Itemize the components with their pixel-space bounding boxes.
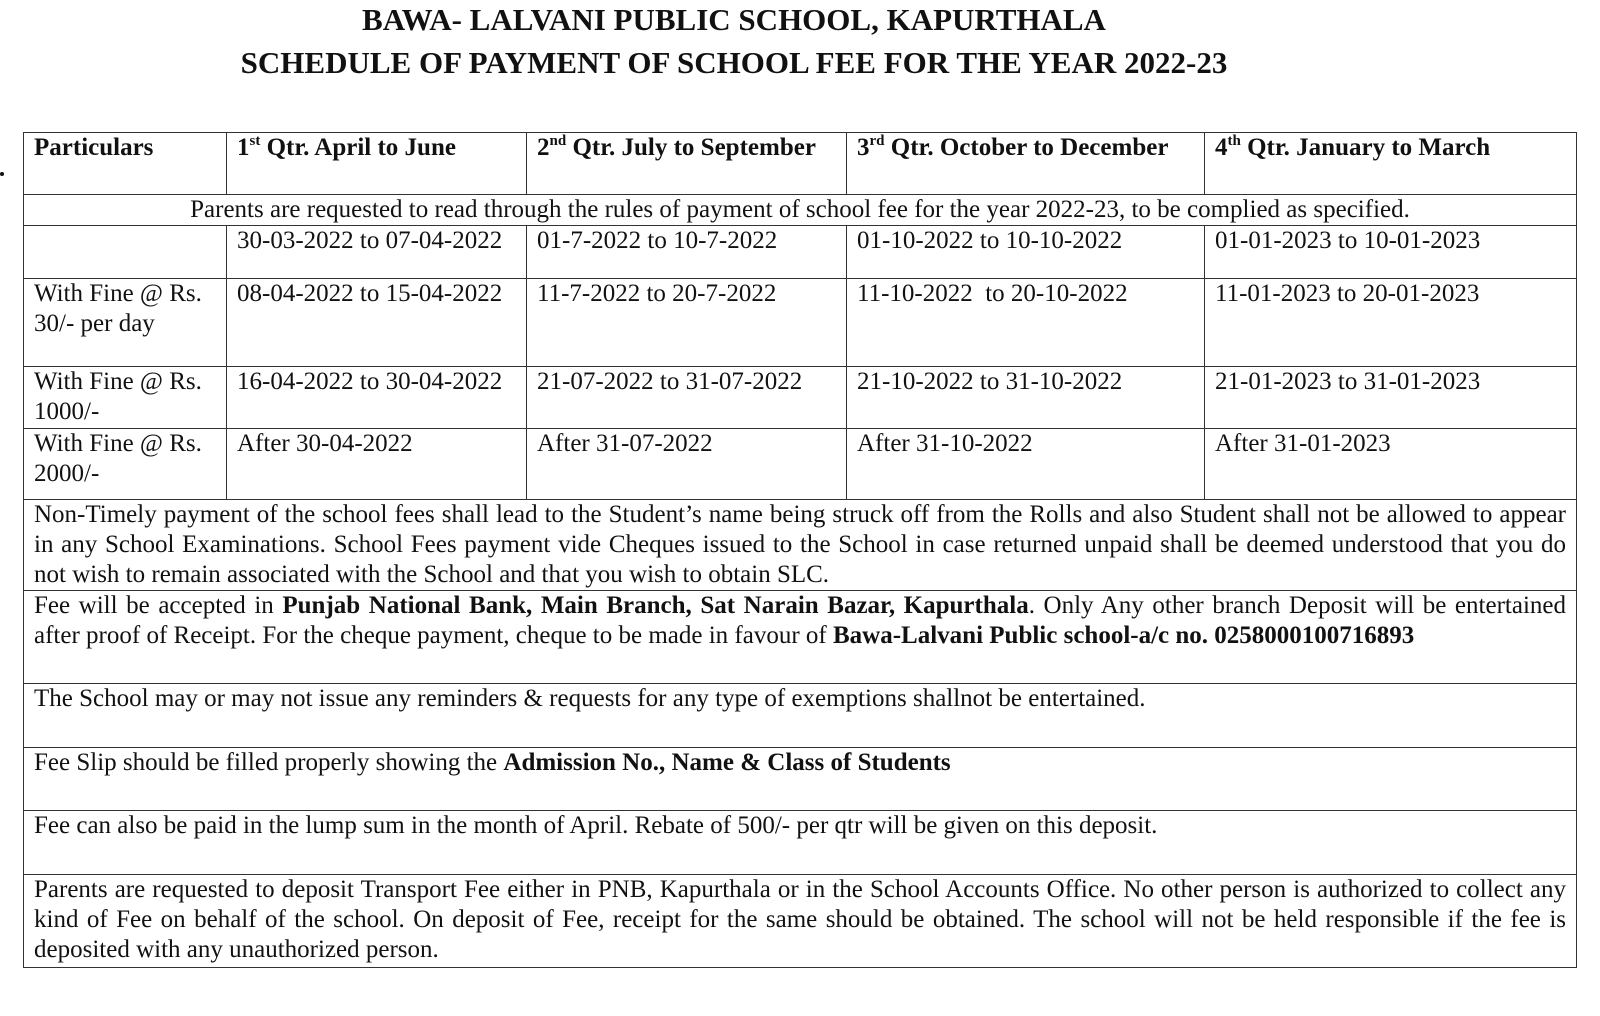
- cell-q3: 21-10-2022 to 31-10-2022: [847, 367, 1205, 429]
- q1-label: Qtr. April to June: [260, 134, 456, 161]
- cell-q4: 21-01-2023 to 31-01-2023: [1205, 367, 1577, 429]
- q1-sup: st: [249, 133, 261, 149]
- intro-note-row: [24, 195, 1577, 226]
- q4-num: 4: [1215, 134, 1228, 161]
- rule-row: [24, 875, 1577, 968]
- schedule-subtitle: SCHEDULE OF PAYMENT OF SCHOOL FEE FOR THE YEAR 2022-23: [240, 45, 1228, 80]
- rule-lump-sum: Fee can also be paid in the lump sum in the month of April. Rebate of 500/- per qtr will be given on this deposit.: [24, 811, 1577, 875]
- cell-q4: After 31-01-2023: [1205, 429, 1577, 500]
- q3-num: 3: [857, 134, 870, 161]
- fee-schedule-table: [23, 132, 1577, 968]
- cell-q1: After 30-04-2022: [227, 429, 527, 500]
- cell-q1: 16-04-2022 to 30-04-2022: [227, 367, 527, 429]
- cell-q2: 11-7-2022 to 20-7-2022: [527, 279, 847, 367]
- row-label: [24, 226, 227, 279]
- margin-dot: [0, 172, 4, 176]
- row-label: With Fine @ Rs. 30/- per day: [24, 279, 227, 367]
- table-row: [24, 429, 1577, 500]
- header-q4: [1205, 133, 1577, 195]
- header-q3: [847, 133, 1205, 195]
- rule-row: [24, 811, 1577, 875]
- cell-q2: After 31-07-2022: [527, 429, 847, 500]
- q3-sup: rd: [869, 133, 885, 149]
- rule-row: [24, 684, 1577, 748]
- cell-q1: 30-03-2022 to 07-04-2022: [227, 226, 527, 279]
- bank-account: Bawa-Lalvani Public school-a/c no. 0258000100716893: [833, 622, 1415, 649]
- fee-slip-bold: Admission No., Name & Class of Students: [503, 749, 951, 776]
- fee-slip-prefix: Fee Slip should be filled properly showing the: [34, 749, 504, 776]
- rule-bank: [24, 591, 1577, 684]
- header-q1: [227, 133, 527, 195]
- cell-q3: After 31-10-2022: [847, 429, 1205, 500]
- cell-q2: 21-07-2022 to 31-07-2022: [527, 367, 847, 429]
- q4-sup: th: [1227, 133, 1241, 149]
- school-name-title: BAWA- LALVANI PUBLIC SCHOOL, KAPURTHALA: [362, 2, 1106, 37]
- rule-fee-slip: [24, 748, 1577, 811]
- q3-label: Qtr. October to December: [884, 134, 1169, 161]
- header-q2: [527, 133, 847, 195]
- intro-note: Parents are requested to read through the rules of payment of school fee for the year 2022-23, to be complied as specified.: [24, 195, 1577, 226]
- rule-row: [24, 748, 1577, 811]
- row-label: With Fine @ Rs. 2000/-: [24, 429, 227, 500]
- q2-num: 2: [537, 134, 550, 161]
- rule-row: [24, 500, 1577, 591]
- rule-row: [24, 591, 1577, 684]
- rule-strike-off: Non-Timely payment of the school fees shall lead to the Student’s name being struck off from the Rolls and also Student shall not be allowed to appear in any School Examinations. School Fees payment vide Cheques issued to the School in case returned unpaid shall be deemed understood that you do not wish to remain associated with the School and that you wish to obtain SLC.: [24, 500, 1577, 591]
- rule-reminders: The School may or may not issue any reminders & requests for any type of exemptions shallnot be entertained.: [24, 684, 1577, 748]
- q1-num: 1: [237, 134, 250, 161]
- bank-prefix: Fee will be accepted in: [34, 592, 283, 619]
- table-row: [24, 279, 1577, 367]
- q2-label: Qtr. July to September: [566, 134, 816, 161]
- bank-name: Punjab National Bank, Main Branch, Sat Narain Bazar, Kapurthala: [282, 592, 1029, 619]
- cell-q1: 08-04-2022 to 15-04-2022: [227, 279, 527, 367]
- cell-q2: 01-7-2022 to 10-7-2022: [527, 226, 847, 279]
- table-row: [24, 367, 1577, 429]
- header-particulars: Particulars: [24, 133, 227, 195]
- cell-q3: 11-10-2022 to 20-10-2022: [847, 279, 1205, 367]
- table-header-row: [24, 133, 1577, 195]
- q4-label: Qtr. January to March: [1240, 134, 1491, 161]
- rule-transport: Parents are requested to deposit Transport Fee either in PNB, Kapurthala or in the School Accounts Office. No other person is authorized to collect any kind of Fee on behalf of the school. On deposit of Fee, receipt for the same should be obtained. The school will not be held responsible if the fee is deposited with any unauthorized person.: [24, 875, 1577, 968]
- cell-q4: 11-01-2023 to 20-01-2023: [1205, 279, 1577, 367]
- table-row: [24, 226, 1577, 279]
- bank-middle: . Only Any other branch Deposit will be entertained after proof of Receipt. For the cheque payment, cheque to be made in favour of: [34, 592, 1566, 649]
- row-label: With Fine @ Rs. 1000/-: [24, 367, 227, 429]
- cell-q4: 01-01-2023 to 10-01-2023: [1205, 226, 1577, 279]
- q2-sup: nd: [549, 133, 567, 149]
- cell-q3: 01-10-2022 to 10-10-2022: [847, 226, 1205, 279]
